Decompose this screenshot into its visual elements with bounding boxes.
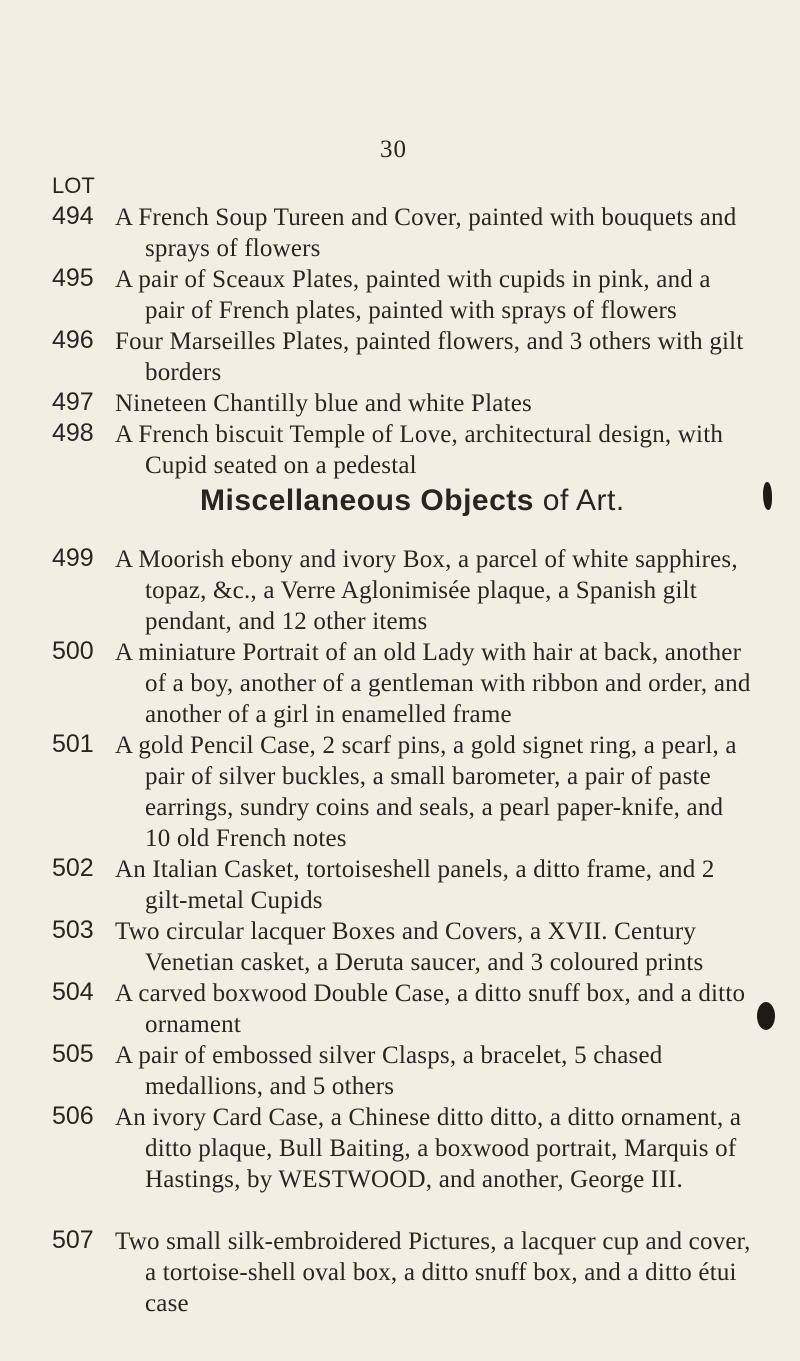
lot-number: 507 bbox=[52, 1226, 94, 1254]
lot-number: 506 bbox=[52, 1102, 94, 1130]
lot-description: Two small silk-embroidered Pictures, a lacquer cup and cover, a tortoise-shell oval box, a ditto snuff box, and a ditto étui case bbox=[115, 1228, 751, 1317]
margin-ink-mark bbox=[763, 482, 772, 510]
lot-number: 496 bbox=[52, 326, 94, 354]
lot-description: A Moorish ebony and ivory Box, a parcel of white sapphires, topaz, &c., a Verre Aglonimisée plaque, a Spanish gilt pendant, and 12 other items bbox=[115, 546, 738, 635]
lot-number: 503 bbox=[52, 916, 94, 944]
section-title bbox=[200, 484, 625, 518]
lot-number: 502 bbox=[52, 854, 94, 882]
lot-number: 500 bbox=[52, 637, 94, 665]
section-title-rest: of Art. bbox=[542, 484, 625, 517]
lot-description: An ivory Card Case, a Chinese ditto ditto, a ditto ornament, a ditto plaque, Bull Baiting, a boxwood portrait, Marquis of Hastings, by WESTWOOD, and another, George III. bbox=[115, 1104, 742, 1193]
lot-number: 498 bbox=[52, 419, 94, 447]
lot-description: Two circular lacquer Boxes and Covers, a XVII. Century Venetian casket, a Deruta saucer, and 3 coloured prints bbox=[115, 918, 704, 976]
page-number: 30 bbox=[380, 136, 407, 163]
margin-ink-mark bbox=[757, 1002, 775, 1030]
lot-number: 505 bbox=[52, 1040, 94, 1068]
lot-number: 495 bbox=[52, 264, 94, 292]
lot-description: A pair of Sceaux Plates, painted with cupids in pink, and a pair of French plates, painted with sprays of flowers bbox=[115, 266, 711, 324]
lot-number: 504 bbox=[52, 978, 94, 1006]
lot-description: A French Soup Tureen and Cover, painted with bouquets and sprays of flowers bbox=[115, 204, 737, 262]
section-title-main: Miscellaneous Objects bbox=[200, 484, 534, 517]
lot-column-header: LOT bbox=[52, 173, 95, 198]
lot-description: Four Marseilles Plates, painted flowers, and 3 others with gilt borders bbox=[115, 328, 744, 386]
lot-description: A carved boxwood Double Case, a ditto snuff box, and a ditto ornament bbox=[115, 980, 746, 1038]
lot-description: Nineteen Chantilly blue and white Plates bbox=[115, 390, 532, 417]
lot-number: 494 bbox=[52, 202, 94, 230]
lot-description: An Italian Casket, tortoiseshell panels, a ditto frame, and 2 gilt-metal Cupids bbox=[115, 856, 715, 914]
lot-description: A miniature Portrait of an old Lady with hair at back, another of a boy, another of a gentleman with ribbon and order, and another of a girl in enamelled frame bbox=[115, 639, 751, 728]
lot-description: A French biscuit Temple of Love, architectural design, with Cupid seated on a pedestal bbox=[115, 421, 724, 479]
lot-number: 497 bbox=[52, 388, 94, 416]
lot-description: A pair of embossed silver Clasps, a bracelet, 5 chased medallions, and 5 others bbox=[115, 1042, 663, 1100]
lot-number: 501 bbox=[52, 730, 94, 758]
lot-number: 499 bbox=[52, 544, 94, 572]
lot-description: A gold Pencil Case, 2 scarf pins, a gold signet ring, a pearl, a pair of silver buckles, a small barometer, a pair of paste earrings, sundry coins and seals, a pearl paper-knife, and 10 old French notes bbox=[115, 732, 737, 852]
